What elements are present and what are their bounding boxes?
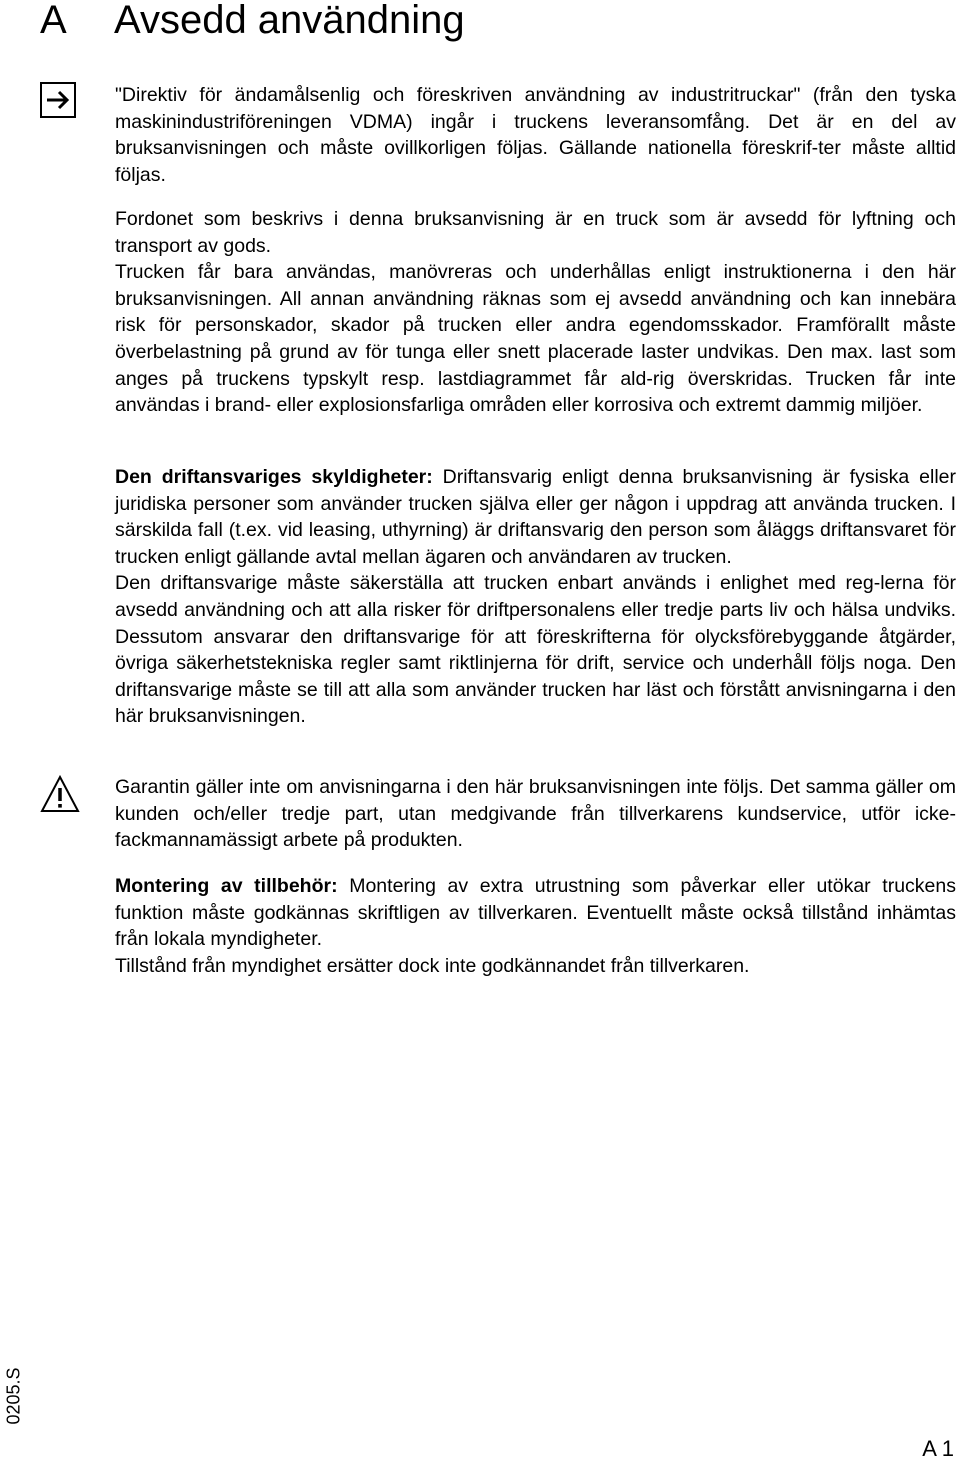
chapter-letter: A — [40, 0, 67, 42]
operator-duties-section — [115, 464, 956, 730]
operator-duties-text: Driftansvarig enligt denna bruksanvisning är fysiska eller juridiska personer som använder trucken själva eller ger någon i uppdrag att använda trucken. I särskilda fall (t.ex. vid leasing, uthyrning) är driftansvarig den person som åläggs driftansvaret för trucken enligt gällande avtal mellan ägaren och användaren av trucken. — [115, 466, 956, 568]
warranty-warning — [115, 774, 956, 854]
page-title: Avsedd användning — [114, 0, 465, 42]
accessories-text: Montering av extra utrustning som påverkar eller utökar truckens funktion måste godkännas skriftligen av tillverkaren. Eventuellt måste också tillstånd inhämtas från lokala myndigheter. — [115, 875, 956, 951]
accessories-section — [115, 873, 956, 979]
directive-note — [115, 82, 956, 188]
operator-duties-label: Den driftansvariges skyldigheter: — [115, 466, 433, 488]
operator-duties-paragraph — [115, 464, 956, 570]
operator-responsibility-paragraph: Den driftansvarige måste säkerställa att trucken enbart används i enlighet med reg-lerna för avsedd användning och att alla risker för driftpersonalens eller tredje parts liv och hälsa undviks. Dessutom ansvarar den driftansvarige för att föreskrifterna för olycksförebyggande åtgärder, övriga säkerhetstekniska regler samt riktlinjerna för drift, service och underhåll följs noga. Den driftansvarige måste se till att alla som använder trucken har läst och förstått anvisningarna i den här bruksanvisningen. — [115, 572, 956, 728]
intended-use-section — [115, 206, 956, 419]
page-number: A 1 — [922, 1436, 954, 1461]
accessories-paragraph — [115, 873, 956, 953]
usage-restrictions-paragraph: Trucken får bara användas, manövreras och underhållas enligt instruktionerna i den här bruksanvisningen. All annan användning räknas som ej avsedd användning och kan innebära risk för personskador, skador på trucken eller andra egendomsskador. Framförallt måste överbelastning på grund av för tunga eller snett placerade laster undvikas. Den max. last som anges på truckens typskylt resp. lastdiagrammet får ald-rig överskridas. Trucken får inte användas i brand- eller explosionsfarliga områden eller korrosiva och extremt dammig miljöer. — [115, 261, 956, 417]
document-code-text: 0205.S — [3, 1367, 24, 1425]
directive-paragraph: "Direktiv för ändamålsenlig och föreskriven användning av industritruckar" (från den tyska maskinindustriföreningen VDMA) ingår i truckens leveransomfång. Det är en del av bruksanvisningen och måste ovillkorligen följas. Gällande nationella föreskrif-ter måste alltid följas. — [115, 84, 956, 186]
arrow-right-boxed-icon — [40, 82, 76, 118]
vehicle-description-paragraph: Fordonet som beskrivs i denna bruksanvisning är en truck som är avsedd för lyftning och transport av gods. — [115, 208, 956, 257]
accessories-label: Montering av tillbehör: — [115, 875, 338, 897]
warning-triangle-icon — [40, 774, 80, 814]
warranty-paragraph: Garantin gäller inte om anvisningarna i den här bruksanvisningen inte följs. Det samma gäller om kunden och/eller tredje part, utan medgivande från tillverkarens kundservice, utför icke-fackmannamässigt arbete på produkten. — [115, 776, 956, 852]
authority-approval-paragraph: Tillstånd från myndighet ersätter dock inte godkännandet från tillverkaren. — [115, 954, 750, 977]
document-code — [0, 1364, 28, 1428]
